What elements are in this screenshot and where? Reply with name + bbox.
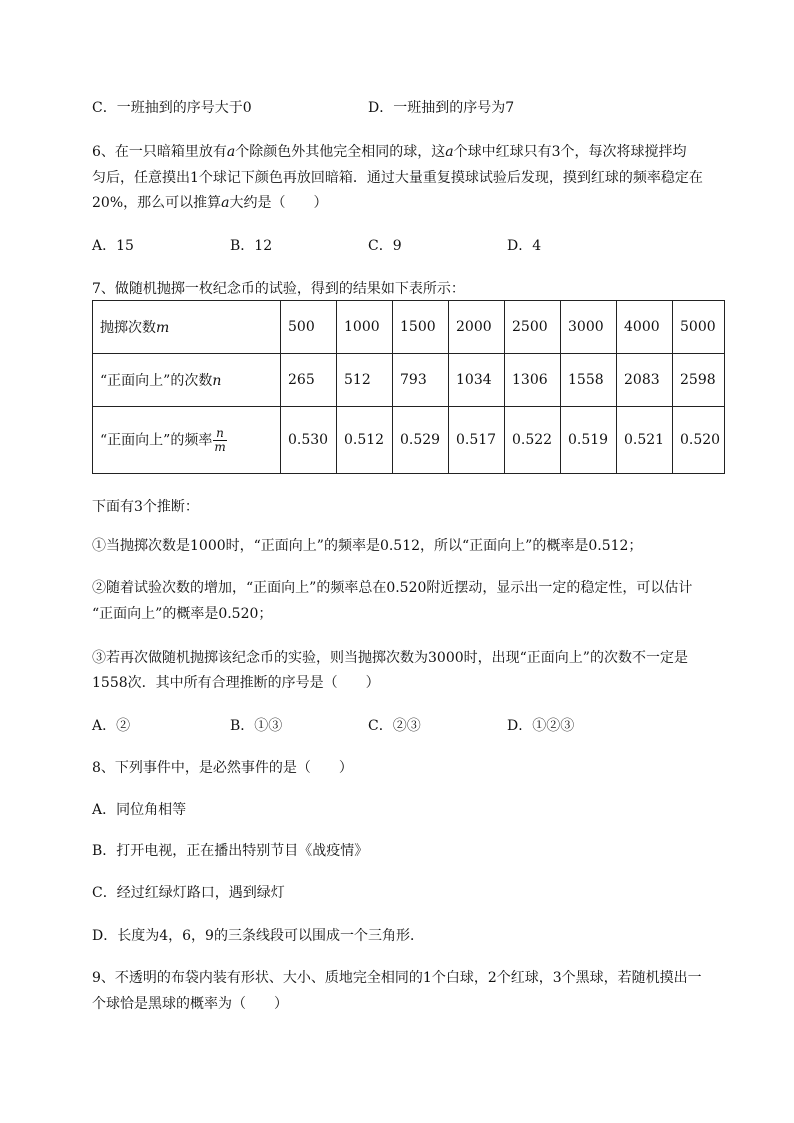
q6-option-b: B．12 (230, 238, 273, 254)
table-cell: 1500 (393, 301, 449, 354)
table-cell: 1000 (337, 301, 393, 354)
table-cell: 265 (281, 354, 337, 407)
table-cell: 5000 (673, 301, 725, 354)
q9-stem-line1: 9、不透明的布袋内装有形状、大小、质地完全相同的1个白球，2个红球，3个黑球，若随机摸出一 (92, 970, 702, 986)
table-cell: 0.512 (337, 407, 393, 474)
table-cell: 512 (337, 354, 393, 407)
table-cell: 500 (281, 301, 337, 354)
table-cell: 2598 (673, 354, 725, 407)
table-row (93, 407, 725, 474)
table-cell: 2083 (617, 354, 673, 407)
q7-intro: 7、做随机抛掷一枚纪念币的试验，得到的结果如下表所示： (92, 281, 465, 297)
row-label-frequency (93, 407, 281, 474)
q6-stem-line1 (92, 142, 687, 162)
q6-var-a: a (445, 144, 454, 160)
row-label-throws (93, 301, 281, 354)
q7-option-c: C．②③ (368, 718, 421, 734)
table-cell: 4000 (617, 301, 673, 354)
q6-option-c: C．9 (368, 238, 402, 254)
q7-option-a: A．② (92, 718, 131, 734)
table-row (93, 354, 725, 407)
q7-statement-1: ①当抛掷次数是1000时，“正面向上”的频率是0.512，所以“正面向上”的概率是0.512； (92, 538, 643, 554)
q8-option-b: B．打开电视，正在播出特别节目《战疫情》 (92, 843, 369, 859)
table-row (93, 301, 725, 354)
q6-var-a: a (226, 144, 236, 160)
q6-text: 个除颜色外其他完全相同的球，这 (235, 144, 446, 160)
q6-text: 大约是（ ） (229, 195, 328, 211)
table-cell: 0.520 (673, 407, 725, 474)
coin-toss-table (92, 300, 725, 474)
q8-option-a: A．同位角相等 (92, 802, 187, 818)
label-text: “正面向上”的次数 (100, 373, 213, 389)
table-cell: 3000 (561, 301, 617, 354)
table-cell: 1558 (561, 354, 617, 407)
label-text: “正面向上”的频率 (100, 432, 213, 448)
table-cell: 2000 (449, 301, 505, 354)
q6-var-a: a (221, 195, 230, 211)
q8-stem: 8、下列事件中，是必然事件的是（ ） (92, 760, 353, 776)
q7-statement-3-line2: 1558次．其中所有合理推断的序号是（ ） (92, 675, 380, 691)
table-cell: 0.521 (617, 407, 673, 474)
q6-stem-line3 (92, 193, 327, 213)
q7-statement-3-line1: ③若再次做随机抛掷该纪念币的实验，则当抛掷次数为3000时，出现“正面向上”的次数不一定是 (92, 650, 688, 666)
q6-stem-line2: 匀后，任意摸出1个球记下颜色再放回暗箱．通过大量重复摸球试验后发现，摸到红球的频率稳定在 (92, 170, 703, 186)
q8-option-d: D．长度为4，6，9的三条线段可以围成一个三角形． (92, 928, 424, 944)
fraction-numerator: n (213, 427, 226, 441)
q7-statement-2-line1: ②随着试验次数的增加，“正面向上”的频率总在0.520附近摆动，显示出一定的稳定性，可以估计 (92, 580, 693, 596)
q6-text: 20%，那么可以推算 (92, 195, 222, 211)
table-cell: 0.530 (281, 407, 337, 474)
q6-text: 6、在一只暗箱里放有 (92, 144, 227, 160)
q7-option-b: B．①③ (230, 718, 283, 734)
q8-option-c: C．经过红绿灯路口，遇到绿灯 (92, 885, 285, 901)
var-n: n (212, 373, 222, 389)
q7-below-table: 下面有3个推断： (92, 499, 199, 515)
q5-option-c: C．一班抽到的序号大于0 (92, 100, 252, 116)
fraction-denominator: m (214, 439, 226, 454)
q6-option-d: D．4 (507, 238, 542, 254)
table-cell: 1034 (449, 354, 505, 407)
table-cell: 0.517 (449, 407, 505, 474)
table-cell: 2500 (505, 301, 561, 354)
table-cell: 793 (393, 354, 449, 407)
q6-option-a: A．15 (92, 238, 134, 254)
fraction-n-over-m (213, 427, 226, 454)
label-text: 抛掷次数 (100, 320, 156, 336)
q9-stem-line2: 个球恰是黑球的概率为（ ） (92, 996, 288, 1012)
q6-text: 个球中红球只有3个，每次将球搅拌均 (453, 144, 687, 160)
table-cell: 1306 (505, 354, 561, 407)
table-cell: 0.529 (393, 407, 449, 474)
var-m: m (156, 320, 170, 336)
q5-option-d: D．一班抽到的序号为7 (368, 100, 515, 116)
q7-option-d: D．①②③ (507, 718, 575, 734)
table-cell: 0.519 (561, 407, 617, 474)
row-label-heads (93, 354, 281, 407)
q7-statement-2-line2: “正面向上”的概率是0.520； (92, 606, 273, 622)
table-cell: 0.522 (505, 407, 561, 474)
